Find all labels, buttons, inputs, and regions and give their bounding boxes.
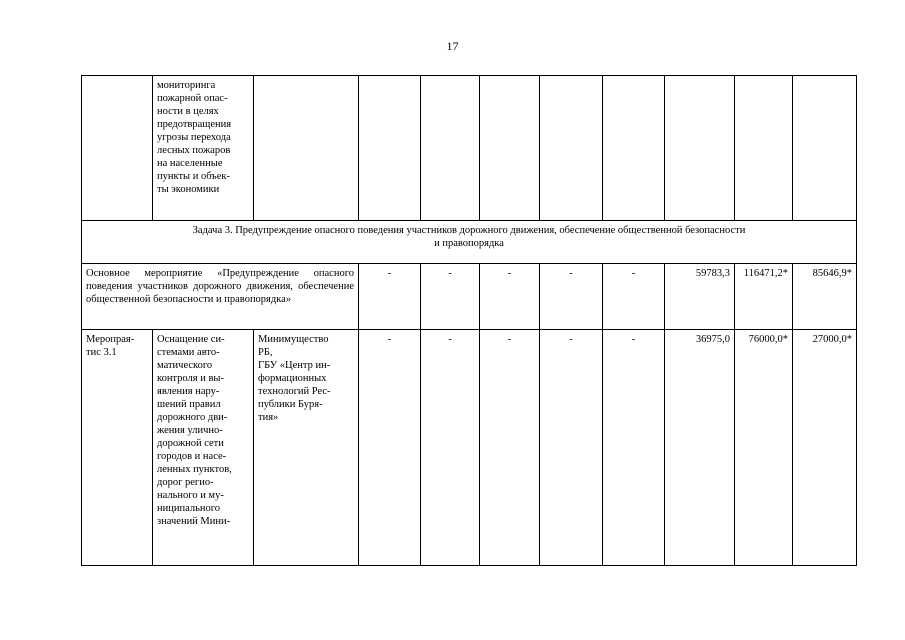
program-table: [81, 75, 857, 566]
task3-heading: Задача 3. Предупреждение опасного поведения участников дорожного движения, обеспечение общественной безопасности и правопорядка: [82, 221, 857, 264]
cell-empty: [603, 76, 665, 221]
cell-empty: [480, 76, 540, 221]
value-cell: -: [540, 330, 603, 566]
table-row-task-header: [82, 221, 857, 264]
table-row-activity-3-1: [82, 330, 857, 566]
cell-empty: [82, 76, 153, 221]
activity-description: Оснащение си- стемами авто- матического контроля и вы- явления нару- шений правил дорожного дви- жения улично- дорожной сети городов и насе- ленных пунктов, дорог регио- нального и му- ниципального значений Мини-: [153, 330, 254, 566]
activity-label: Меропрая- тис 3.1: [82, 330, 153, 566]
value-cell: 85646,9*: [793, 264, 857, 330]
value-cell: -: [603, 330, 665, 566]
main-activity-text: Основное мероприятие «Предупреждение опасного поведения участников дорожного движения, обеспечение общественной безопасности и правопорядка»: [82, 264, 359, 330]
cell-empty: [540, 76, 603, 221]
cell-empty: [735, 76, 793, 221]
cell-description: мониторинга пожарной опас- ности в целях предотвращения угрозы перехода лесных пожаров на населенные пункты и объек- ты экономики: [153, 76, 254, 221]
cell-empty: [665, 76, 735, 221]
value-cell: -: [359, 330, 421, 566]
value-cell: 76000,0*: [735, 330, 793, 566]
value-cell: -: [603, 264, 665, 330]
value-cell: -: [421, 264, 480, 330]
value-cell: -: [480, 264, 540, 330]
activity-executor: Минимущество РБ, ГБУ «Центр ин- формационных технологий Рес- публики Буря- тия»: [254, 330, 359, 566]
value-cell: 116471,2*: [735, 264, 793, 330]
cell-empty: [793, 76, 857, 221]
table-row-continuation: [82, 76, 857, 221]
value-cell: -: [421, 330, 480, 566]
cell-empty: [254, 76, 359, 221]
value-cell: 36975,0: [665, 330, 735, 566]
value-cell: 59783,3: [665, 264, 735, 330]
cell-empty: [359, 76, 421, 221]
value-cell: -: [540, 264, 603, 330]
cell-empty: [421, 76, 480, 221]
value-cell: -: [359, 264, 421, 330]
value-cell: 27000,0*: [793, 330, 857, 566]
page-number: 17: [446, 39, 459, 53]
value-cell: -: [480, 330, 540, 566]
table-row-main-activity: [82, 264, 857, 330]
